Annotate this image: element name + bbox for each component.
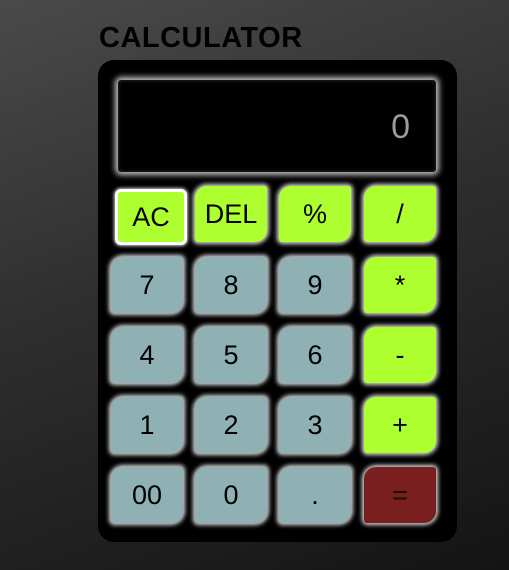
- plus-button[interactable]: +: [364, 397, 436, 453]
- equals-button[interactable]: =: [364, 467, 436, 523]
- calculator-body: [98, 60, 457, 542]
- digit-1-button[interactable]: 1: [111, 397, 183, 453]
- double-zero-button[interactable]: 00: [111, 467, 183, 523]
- page-title: CALCULATOR: [99, 22, 303, 54]
- digit-3-button[interactable]: 3: [279, 397, 351, 453]
- multiply-button[interactable]: *: [364, 257, 436, 313]
- display-screen: [118, 80, 436, 172]
- minus-button[interactable]: -: [364, 327, 436, 383]
- percent-button[interactable]: %: [279, 186, 351, 242]
- digit-7-button[interactable]: 7: [111, 257, 183, 313]
- digit-9-button[interactable]: 9: [279, 257, 351, 313]
- digit-8-button[interactable]: 8: [195, 257, 267, 313]
- divide-button[interactable]: /: [364, 186, 436, 242]
- delete-button[interactable]: DEL: [195, 186, 267, 242]
- all-clear-button[interactable]: AC: [115, 189, 187, 245]
- digit-5-button[interactable]: 5: [195, 327, 267, 383]
- digit-6-button[interactable]: 6: [279, 327, 351, 383]
- digit-4-button[interactable]: 4: [111, 327, 183, 383]
- digit-0-button[interactable]: 0: [195, 467, 267, 523]
- display-value: 0: [391, 108, 410, 146]
- decimal-button[interactable]: .: [279, 467, 351, 523]
- digit-2-button[interactable]: 2: [195, 397, 267, 453]
